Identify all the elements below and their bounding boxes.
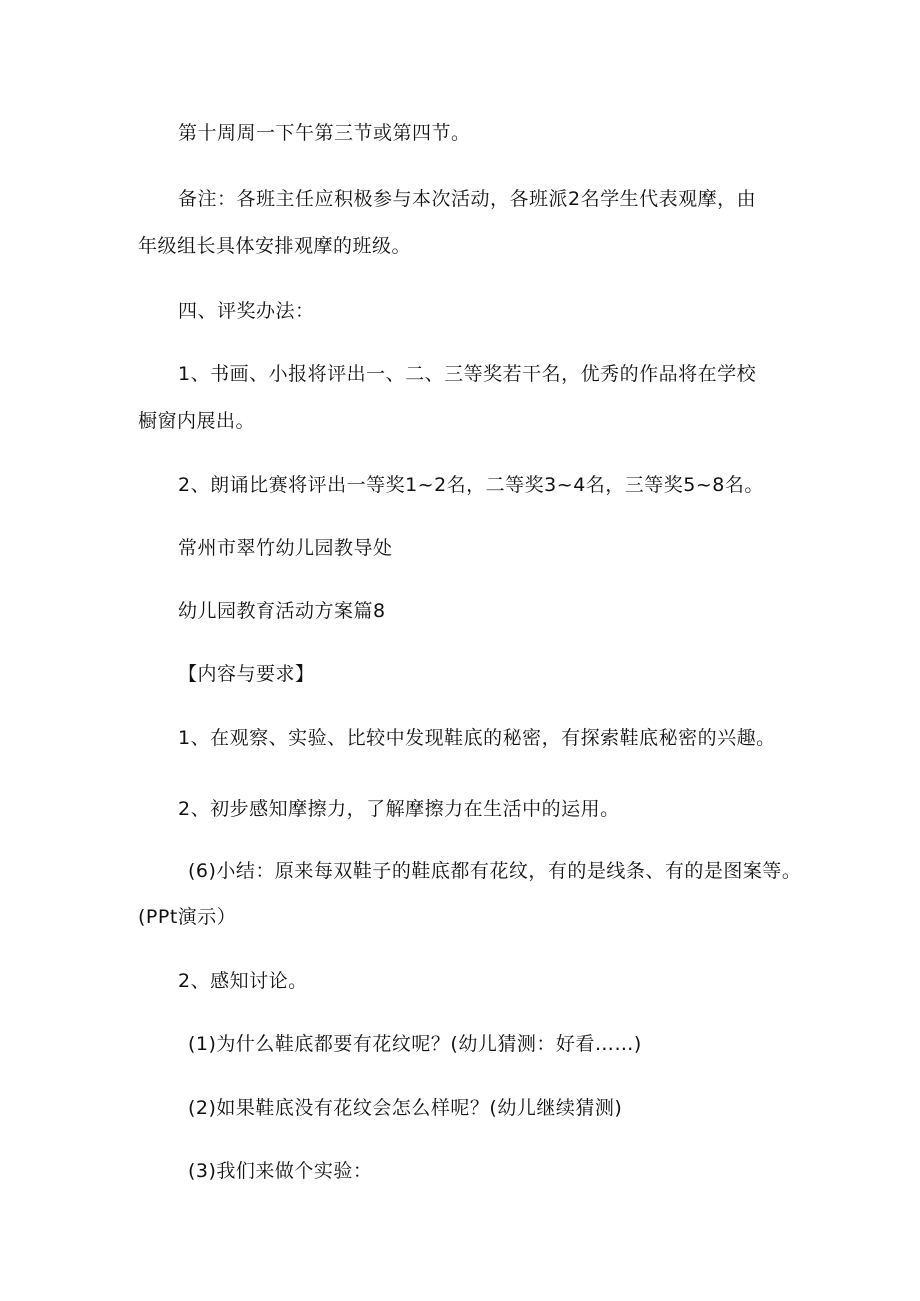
experiment-line: (3)我们来做个实验： <box>188 1160 373 1182</box>
question-2: (2)如果鞋底没有花纹会怎么样呢？(幼儿继续猜测) <box>188 1097 623 1119</box>
award-rule-1-line-2: 橱窗内展出。 <box>138 410 256 432</box>
schedule-line: 第十周周一下午第三节或第四节。 <box>178 122 471 144</box>
organizer-signature: 常州市翠竹幼儿园教导处 <box>178 537 393 559</box>
section-heading-awards: 四、评奖办法： <box>178 300 315 322</box>
plan-title: 幼儿园教育活动方案篇8 <box>178 600 386 622</box>
requirement-1: 1、在观察、实验、比较中发现鞋底的秘密，有探索鞋底秘密的兴趣。 <box>178 727 776 749</box>
question-1: (1)为什么鞋底都要有花纹呢？(幼儿猜测：好看……) <box>188 1033 642 1055</box>
note-line-1: 备注：各班主任应积极参与本次活动，各班派2名学生代表观摩，由 <box>178 188 757 210</box>
award-rule-1-line-1: 1、书画、小报将评出一、二、三等奖若干名，优秀的作品将在学校 <box>178 363 757 385</box>
award-rule-2: 2、朗诵比赛将评出一等奖1~2名，二等奖3~4名，三等奖5~8名。 <box>178 474 764 496</box>
requirement-2: 2、初步感知摩擦力，了解摩擦力在生活中的运用。 <box>178 798 620 820</box>
note-line-2: 年级组长具体安排观摩的班级。 <box>138 235 412 257</box>
discussion-heading: 2、感知讨论。 <box>178 970 308 992</box>
content-requirements-heading: 【内容与要求】 <box>178 663 315 685</box>
summary-line-1: (6)小结：原来每双鞋子的鞋底都有花纹，有的是线条、有的是图案等。 <box>188 860 802 882</box>
summary-line-2: (PPt演示） <box>138 906 237 928</box>
